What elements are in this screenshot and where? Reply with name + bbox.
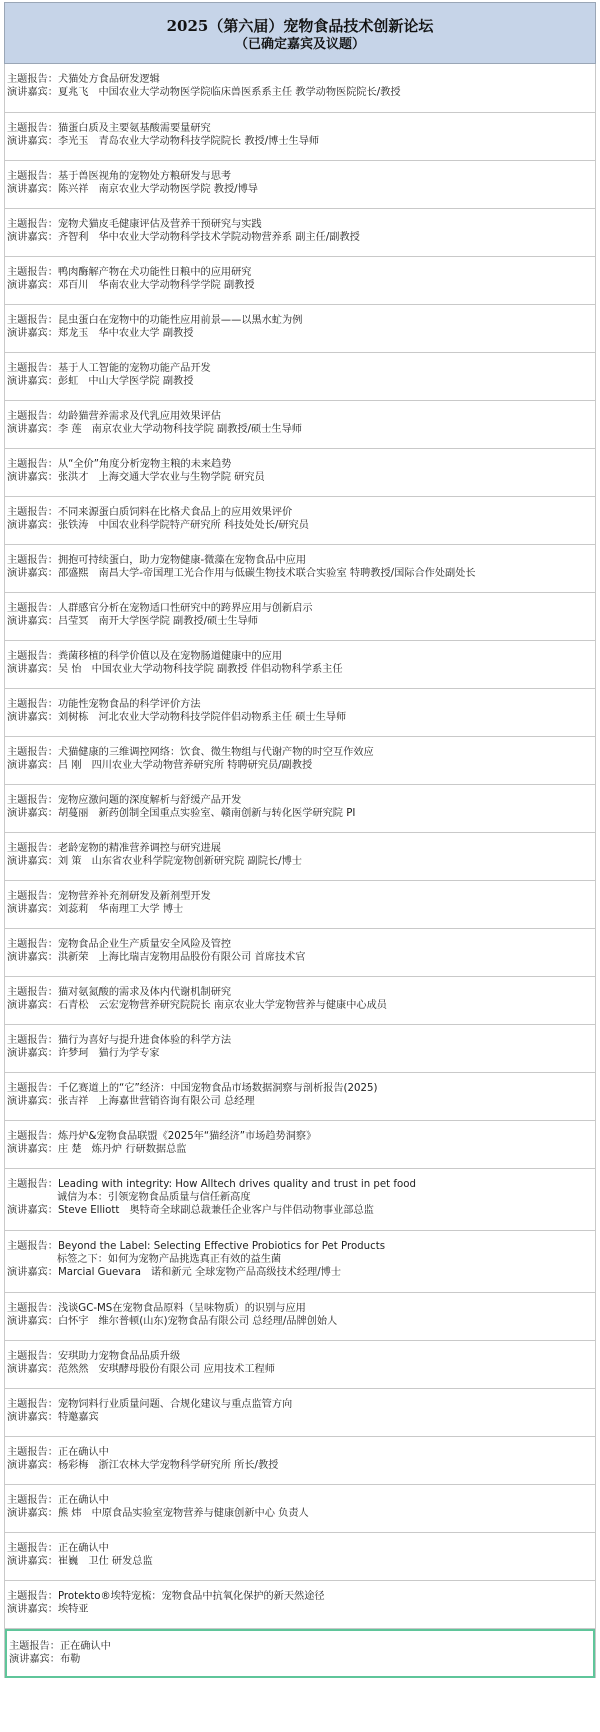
topic-label: 主题报告： [7,1303,58,1314]
table-row [5,1231,595,1293]
table-row [5,449,595,497]
speaker-label: 演讲嘉宾： [7,760,58,771]
speaker-name: 庄 楚 [57,1144,82,1155]
speaker-label: 演讲嘉宾： [7,376,58,387]
topic-label: 主题报告： [7,939,58,950]
topic-text: 宠物犬猫皮毛健康评估及营养干预研究与实践 [57,219,262,230]
topic-text: 浅谈GC-MS在宠物食品原料（呈味物质）的识别与应用 [57,1303,306,1314]
topic-label: 主题报告： [7,1543,58,1554]
speaker-label: 演讲嘉宾： [7,904,58,915]
topic-text: 基于人工智能的宠物功能产品开发 [57,363,211,374]
topic-label: 主题报告： [7,267,58,278]
speaker-affiliation: 南京农业大学动物科技学院 副教授/硕士生导师 [91,424,302,435]
topic-label: 主题报告： [7,1083,58,1094]
table-row [5,1485,595,1533]
speaker-affiliation: 华南农业大学动物科学学院 副教授 [98,280,255,291]
speaker-affiliation: 云宏宠物营养研究院院长 南京农业大学宠物营养与健康中心成员 [98,1000,387,1011]
table-row [5,641,595,689]
topic-text: 不同来源蛋白质饲料在比格犬食品上的应用效果评价 [57,507,293,518]
speaker-name: 崔巍 [57,1556,79,1567]
speaker-affiliation: 上海比瑞吉宠物用品股份有限公司 首席技术官 [98,952,306,963]
table-row [5,737,595,785]
speaker-line [7,1459,595,1472]
table-row [5,545,595,593]
table-row [5,833,595,881]
topic-line [7,554,595,567]
speaker-name: 李光玉 [57,136,89,147]
speaker-affiliation: 中国农业大学动物医学院临床兽医系系主任 教学动物医院院长/教授 [98,87,401,98]
speaker-line [7,567,595,580]
speaker-line [7,423,595,436]
topic-label: 主题报告： [7,459,58,470]
speaker-affiliation: 中国农业大学动物科技学院 副教授 伴侣动物科学系主任 [91,664,343,675]
topic-text: 宠物应激问题的深度解析与舒缓产品开发 [57,795,242,806]
speaker-line [7,711,595,724]
speaker-label: 演讲嘉宾： [7,184,58,195]
topic-line [7,266,595,279]
speaker-label: 演讲嘉宾： [7,328,58,339]
speaker-line [9,1653,593,1666]
topic-line [7,1082,595,1095]
topic-line [7,794,595,807]
speaker-label: 演讲嘉宾： [7,136,58,147]
topic-text: 正在确认中 [57,1495,109,1506]
topic-text: 猫蛋白质及主要氨基酸需要量研究 [57,123,211,134]
speaker-line [7,855,595,868]
speaker-name: 杨彩梅 [57,1460,89,1471]
topic-line [7,506,595,519]
topic-line [7,746,595,759]
topic-label: 主题报告： [7,891,58,902]
topic-label: 主题报告： [9,1641,60,1652]
table-row [5,1341,595,1389]
table-row [5,977,595,1025]
topic-label: 主题报告： [7,315,58,326]
topic-line [7,218,595,231]
topic-line [7,1398,595,1411]
topic-text: 昆虫蛋白在宠物中的功能性应用前景——以黑水虻为例 [57,315,303,326]
topic-text: Beyond the Label: Selecting Effective Probiotics for Pet Products [57,1241,386,1252]
topic-text: 犬猫处方食品研发逻辑 [57,74,160,85]
speaker-label: 演讲嘉宾： [7,1205,58,1216]
table-row [5,1389,595,1437]
speaker-line [7,663,595,676]
speaker-affiliation: 安琪酵母股份有限公司 应用技术工程师 [98,1364,275,1375]
speaker-name: 刘树栋 [57,712,89,723]
topic-line [7,1130,595,1143]
speaker-line [7,1363,595,1376]
speaker-affiliation: 南京农业大学动物医学院 教授/博导 [98,184,258,195]
speaker-name: 刘 策 [57,856,82,867]
speaker-name: Marcial Guevara [57,1267,141,1278]
topic-label: 主题报告： [7,411,58,422]
topic-text: 犬猫健康的三维调控网络：饮食、微生物组与代谢产物的时空互作效应 [57,747,374,758]
topic-line [7,1542,595,1555]
topic-line [7,650,595,663]
topic-text: 宠物食品企业生产质量安全风险及管控 [57,939,232,950]
speaker-affiliation: 诺和新元 全球宠物产品高级技术经理/博士 [151,1267,342,1278]
speaker-label: 演讲嘉宾： [7,1556,58,1567]
speaker-line [7,86,595,99]
topic-label: 主题报告： [7,555,58,566]
topic-label: 主题报告： [7,507,58,518]
topic-line [7,73,595,86]
topic-line [7,362,595,375]
speaker-label: 演讲嘉宾： [7,712,58,723]
topic-label: 主题报告： [7,171,58,182]
speaker-affiliation: 中原食品实验室宠物营养与健康创新中心 负责人 [91,1508,309,1519]
speaker-affiliation: 新药创制全国重点实验室、赣南创新与转化医学研究院 PI [98,808,356,819]
speaker-affiliation: 河北农业大学动物科技学院伴侣动物系主任 硕士生导师 [98,712,347,723]
speaker-label: 演讲嘉宾： [7,1048,58,1059]
topic-line [7,458,595,471]
speaker-label: 演讲嘉宾： [7,1096,58,1107]
speaker-label: 演讲嘉宾： [7,87,58,98]
table-row [5,1629,595,1678]
topic-text: 幼龄猫营养需求及代乳应用效果评估 [57,411,221,422]
topic-line [7,890,595,903]
speaker-line [7,903,595,916]
speaker-line [7,1411,595,1424]
speaker-name: 张洪才 [57,472,89,483]
topic-label: 主题报告： [7,1447,58,1458]
topic-label: 主题报告： [7,1179,58,1190]
table-row [5,929,595,977]
speaker-line [7,471,595,484]
speaker-label: 演讲嘉宾： [7,1604,58,1615]
topic-label: 主题报告： [7,1241,58,1252]
table-row [5,881,595,929]
topic-line [9,1640,593,1653]
topic-label: 主题报告： [7,1399,58,1410]
speaker-label: 演讲嘉宾： [7,1144,58,1155]
speaker-affiliation: 上海交通大学农业与生物学院 研究员 [98,472,265,483]
speaker-label: 演讲嘉宾： [7,952,58,963]
topic-text: 正在确认中 [57,1447,109,1458]
topic-text: 老龄宠物的精准营养调控与研究进展 [57,843,221,854]
table-row [5,209,595,257]
speaker-affiliation: 奥特奇全球副总裁兼任企业客户与伴侣动物事业部总监 [129,1205,374,1216]
topic-subtitle: 诚信为本：引领宠物食品质量与信任新高度 [57,1192,251,1203]
topic-label: 主题报告： [7,843,58,854]
speaker-line [7,615,595,628]
speaker-name: 张吉祥 [57,1096,89,1107]
speaker-label: 演讲嘉宾： [7,520,58,531]
agenda-header [4,2,596,64]
speaker-line [7,327,595,340]
speaker-name: 彭虹 [57,376,79,387]
topic-label: 主题报告： [7,363,58,374]
topic-label: 主题报告： [7,1495,58,1506]
topic-label: 主题报告： [7,1351,58,1362]
topic-text: 人群感官分析在宠物适口性研究中的跨界应用与创新启示 [57,603,313,614]
speaker-line [7,1204,595,1217]
topic-label: 主题报告： [7,1131,58,1142]
topic-text: 宠物营养补充剂研发及新剂型开发 [57,891,211,902]
speaker-line [7,1047,595,1060]
speaker-label: 演讲嘉宾： [7,1316,58,1327]
topic-text: 猫行为喜好与提升进食体验的科学方法 [57,1035,232,1046]
table-row [5,113,595,161]
topic-label: 主题报告： [7,699,58,710]
topic-label: 主题报告： [7,987,58,998]
speaker-affiliation: 华南理工大学 博士 [98,904,184,915]
topic-text: 猫对氨氮酸的需求及体内代谢机制研究 [57,987,232,998]
topic-text: 安琪助力宠物食品品质升级 [57,1351,181,1362]
speaker-line [7,1266,595,1279]
speaker-name: 熊 炜 [57,1508,82,1519]
speaker-label: 演讲嘉宾： [7,808,58,819]
speaker-label: 演讲嘉宾： [7,1460,58,1471]
table-row [5,305,595,353]
speaker-name: 刘蕊莉 [57,904,89,915]
speaker-line [7,1507,595,1520]
speaker-name: 范然然 [57,1364,89,1375]
topic-label: 主题报告： [7,123,58,134]
speaker-affiliation: 华中农业大学动物科学技术学院动物营养系 副主任/副教授 [98,232,360,243]
topic-line [7,698,595,711]
topic-text: Leading with integrity: How Alltech drives quality and trust in pet food [57,1179,416,1190]
table-row [5,593,595,641]
topic-text: Protekto®埃特宠梳：宠物食品中抗氧化保护的新天然途径 [57,1591,325,1602]
speaker-affiliation: 上海嘉世营销咨询有限公司 总经理 [98,1096,255,1107]
speaker-affiliation: 猫行为学专家 [98,1048,160,1059]
topic-label: 主题报告： [7,747,58,758]
topic-line [7,602,595,615]
topic-line [7,1178,595,1191]
table-row [5,1025,595,1073]
topic-label: 主题报告： [7,795,58,806]
topic-label: 主题报告： [7,603,58,614]
topic-text: 粪菌移植的科学价值以及在宠物肠道健康中的应用 [57,651,283,662]
table-row [5,1533,595,1581]
topic-text: 正在确认中 [59,1641,111,1652]
topic-line [7,1446,595,1459]
table-row [5,1121,595,1169]
topic-line [7,410,595,423]
topic-line [7,986,595,999]
table-row [5,161,595,209]
speaker-affiliation: 维尔普顿(山东)宠物食品有限公司 总经理/品牌创始人 [98,1316,338,1327]
speaker-name: Steve Elliott [57,1205,120,1216]
topic-label: 主题报告： [7,1035,58,1046]
speaker-label: 演讲嘉宾： [7,424,58,435]
speaker-label: 演讲嘉宾： [7,664,58,675]
topic-line [7,1590,595,1603]
speaker-name: 吴 怡 [57,664,82,675]
speaker-line [7,999,595,1012]
speaker-name: 石青松 [57,1000,89,1011]
speaker-line [7,375,595,388]
speaker-line [7,519,595,532]
topic-text: 从“全价”角度分析宠物主粮的未来趋势 [57,459,232,470]
speaker-affiliation: 中山大学医学院 副教授 [88,376,194,387]
speaker-label: 演讲嘉宾： [7,568,58,579]
speaker-name: 吕莹冥 [57,616,89,627]
topic-text: 鸭肉酶解产物在犬功能性日粮中的应用研究 [57,267,252,278]
speaker-affiliation: 炼丹炉 行研数据总监 [91,1144,187,1155]
table-row [5,689,595,737]
topic-line [7,1302,595,1315]
speaker-name: 齐智利 [57,232,89,243]
speaker-line [7,759,595,772]
speaker-line [7,1315,595,1328]
topic-line [7,1034,595,1047]
speaker-name: 许梦珂 [57,1048,89,1059]
topic-text: 炼丹炉&宠物食品联盟《2025年“猫经济”市场趋势洞察》 [57,1131,317,1142]
topic-text: 功能性宠物食品的科学评价方法 [57,699,201,710]
speaker-affiliation: 浙江农林大学宠物科学研究所 所长/教授 [98,1460,279,1471]
speaker-line [7,135,595,148]
speaker-label: 演讲嘉宾： [7,1000,58,1011]
speaker-name: 布勒 [59,1654,81,1665]
table-row [5,1169,595,1231]
table-row [5,401,595,449]
speaker-affiliation: 中国农业科学院特产研究所 科技处处长/研究员 [98,520,309,531]
speaker-line [7,1603,595,1616]
speaker-label: 演讲嘉宾： [7,616,58,627]
speaker-affiliation: 卫仕 研发总监 [88,1556,153,1567]
topic-subtitle: 标签之下：如何为宠物产品挑选真正有效的益生菌 [57,1254,282,1265]
speaker-affiliation: 华中农业大学 副教授 [98,328,194,339]
table-row [5,1581,595,1629]
speaker-label: 演讲嘉宾： [7,1412,58,1423]
page-subtitle: （已确定嘉宾及议题） [234,37,365,52]
table-row [5,1293,595,1341]
speaker-name: 陈兴祥 [57,184,89,195]
speaker-label: 演讲嘉宾： [7,1364,58,1375]
topic-line [7,170,595,183]
speaker-name: 李 莲 [57,424,82,435]
topic-line [7,1494,595,1507]
speaker-name: 特邀嘉宾 [57,1412,99,1423]
topic-line [7,122,595,135]
speaker-name: 邵盛熙 [57,568,89,579]
forum-agenda [4,2,596,1678]
speaker-line [7,231,595,244]
speaker-name: 埃特亚 [57,1604,89,1615]
speaker-line [7,279,595,292]
topic-label: 主题报告： [7,74,58,85]
speaker-line [7,1095,595,1108]
speaker-label: 演讲嘉宾： [7,280,58,291]
topic-line [7,1240,595,1253]
topic-text: 千亿赛道上的“它”经济：中国宠物食品市场数据洞察与剖析报告(2025) [57,1083,378,1094]
topic-line [7,314,595,327]
table-row [5,64,595,113]
speaker-line [7,951,595,964]
speaker-affiliation: 四川农业大学动物营养研究所 特聘研究员/副教授 [91,760,313,771]
speaker-line [7,1555,595,1568]
speaker-name: 白怀宇 [57,1316,89,1327]
table-row [5,1437,595,1485]
speaker-name: 张铁涛 [57,520,89,531]
topic-line [7,1350,595,1363]
speaker-name: 吕 刚 [57,760,82,771]
topic-line [7,842,595,855]
page-title: 2025（第六届）宠物食品技术创新论坛 [166,17,434,35]
topic-label: 主题报告： [7,651,58,662]
speaker-name: 夏兆飞 [57,87,89,98]
speaker-label: 演讲嘉宾： [9,1654,60,1665]
speaker-affiliation: 山东省农业科学院宠物创新研究院 副院长/博士 [91,856,302,867]
speaker-name: 郑龙玉 [57,328,89,339]
agenda-table [4,64,596,1678]
topic-text: 正在确认中 [57,1543,109,1554]
speaker-label: 演讲嘉宾： [7,1508,58,1519]
speaker-name: 洪新荣 [57,952,89,963]
speaker-affiliation: 青岛农业大学动物科技学院院长 教授/博士生导师 [98,136,320,147]
speaker-label: 演讲嘉宾： [7,1267,58,1278]
speaker-line [7,183,595,196]
topic-label: 主题报告： [7,1591,58,1602]
table-row [5,257,595,305]
table-row [5,1073,595,1121]
table-row [5,497,595,545]
speaker-line [7,1143,595,1156]
speaker-line [7,807,595,820]
speaker-label: 演讲嘉宾： [7,856,58,867]
speaker-affiliation: 南昌大学-帝国理工光合作用与低碳生物技术联合实验室 特聘教授/国际合作处副处长 [98,568,476,579]
topic-line [7,938,595,951]
speaker-name: 邓百川 [57,280,89,291]
speaker-affiliation: 南开大学医学院 副教授/硕士生导师 [98,616,258,627]
speaker-name: 胡蔓丽 [57,808,89,819]
table-row [5,785,595,833]
topic-text: 拥抱可持续蛋白，助力宠物健康-微藻在宠物食品中应用 [57,555,307,566]
topic-text: 基于兽医视角的宠物处方粮研发与思考 [57,171,232,182]
topic-label: 主题报告： [7,219,58,230]
speaker-label: 演讲嘉宾： [7,472,58,483]
topic-text: 宠物饲料行业质量问题、合规化建议与重点监管方向 [57,1399,293,1410]
speaker-label: 演讲嘉宾： [7,232,58,243]
table-row [5,353,595,401]
